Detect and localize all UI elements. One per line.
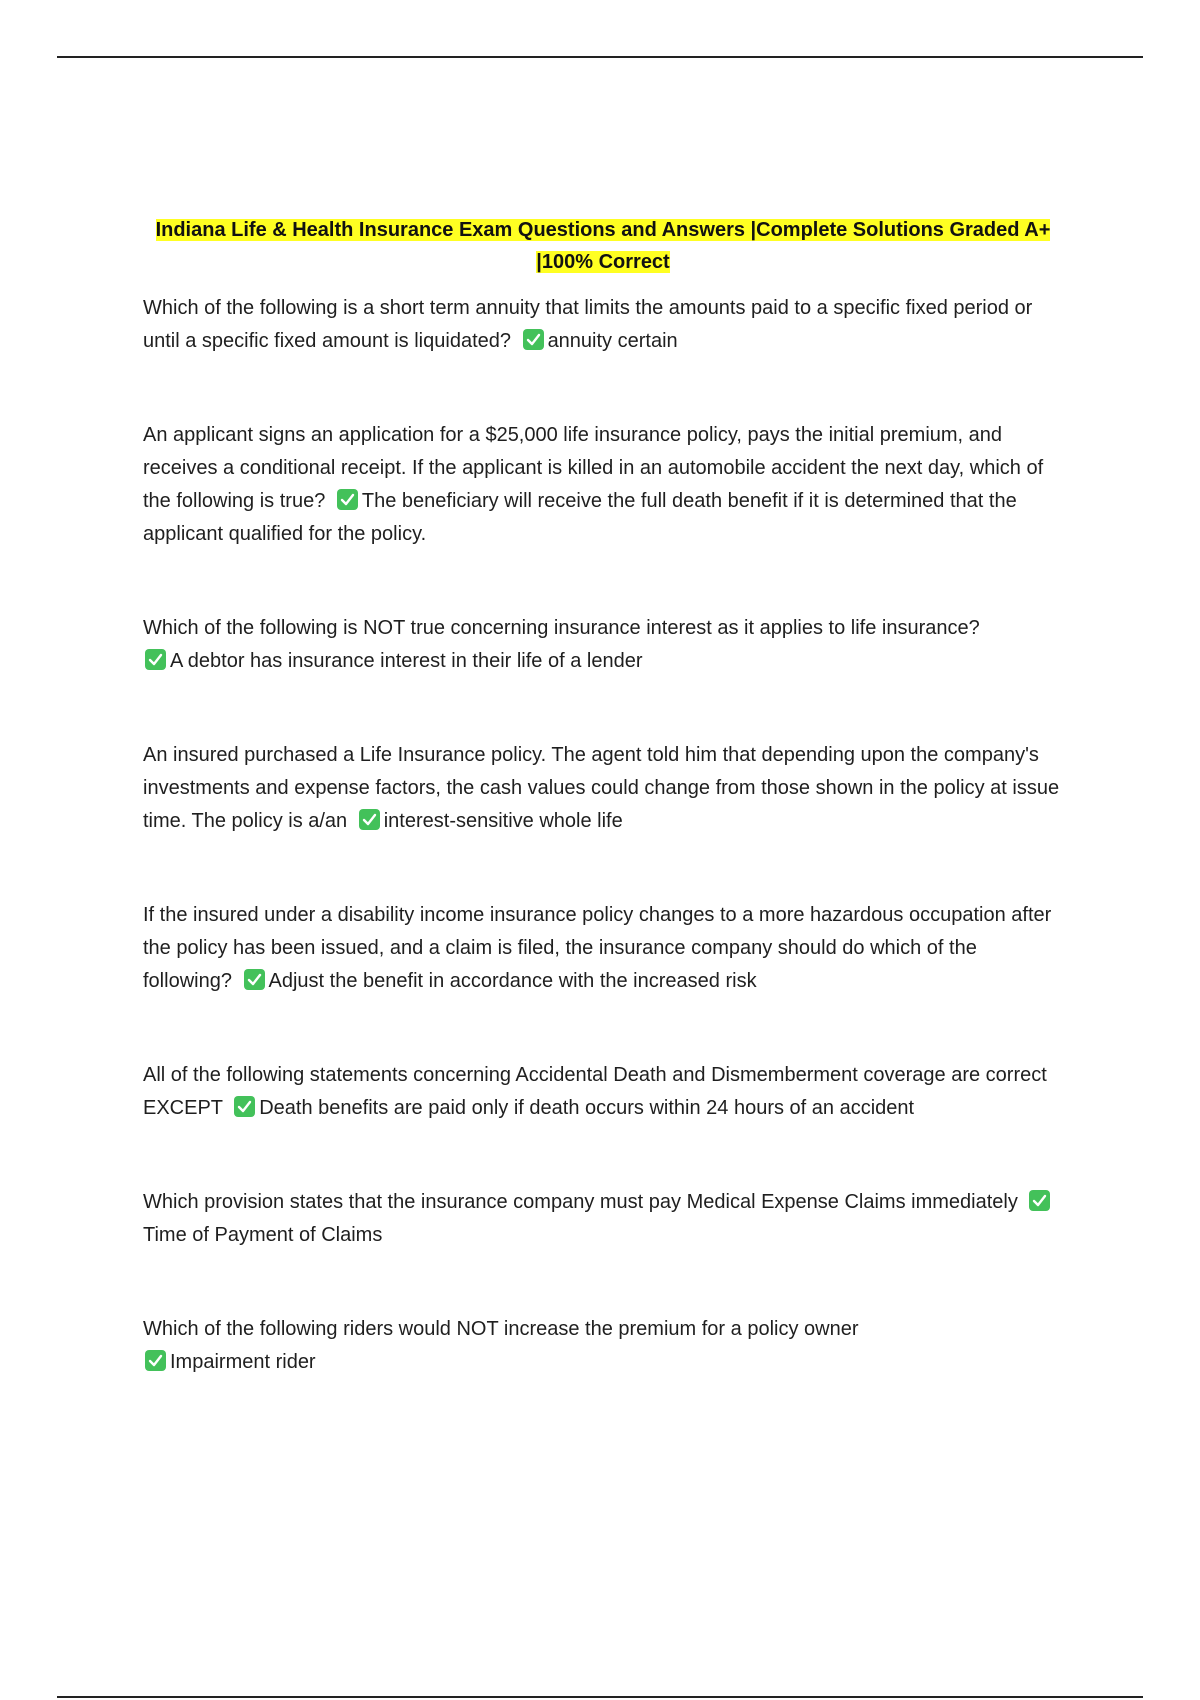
answer-text: Adjust the benefit in accordance with the increased risk bbox=[268, 970, 757, 992]
document-title bbox=[143, 214, 1063, 278]
check-mark-button-icon bbox=[145, 649, 166, 670]
qa-item bbox=[143, 899, 1063, 998]
top-rule bbox=[57, 56, 1143, 58]
answer-text: interest-sensitive whole life bbox=[383, 810, 623, 832]
answer-text: The beneficiary will receive the full death benefit if it is determined that the applicant qualified for the policy. bbox=[143, 490, 1017, 545]
document-body bbox=[143, 214, 1063, 1440]
qa-item bbox=[143, 739, 1063, 838]
qa-item bbox=[143, 1059, 1063, 1125]
question-text: Which of the following is a short term annuity that limits the amounts paid to a specific fixed period or until a specific fixed amount is liquidated? bbox=[143, 297, 1033, 352]
bottom-rule bbox=[57, 1696, 1143, 1698]
check-mark-button-icon bbox=[1029, 1190, 1050, 1211]
qa-item bbox=[143, 419, 1063, 551]
question-text: All of the following statements concerning Accidental Death and Dismemberment coverage are correct EXCEPT bbox=[143, 1064, 1047, 1119]
answer-text: Time of Payment of Claims bbox=[143, 1224, 383, 1246]
answer-text: annuity certain bbox=[547, 330, 678, 352]
answer-text: A debtor has insurance interest in their life of a lender bbox=[170, 650, 643, 672]
qa-item bbox=[143, 612, 1063, 678]
question-text: Which provision states that the insurance company must pay Medical Expense Claims immediately bbox=[143, 1191, 1018, 1213]
check-mark-button-icon bbox=[359, 809, 380, 830]
qa-item bbox=[143, 292, 1063, 358]
qa-item bbox=[143, 1186, 1063, 1252]
answer-text: Impairment rider bbox=[170, 1351, 316, 1373]
question-text: If the insured under a disability income insurance policy changes to a more hazardous occupation after the policy has been issued, and a claim is filed, the insurance company should do which of the following? bbox=[143, 904, 1052, 992]
question-text: An applicant signs an application for a $25,000 life insurance policy, pays the initial premium, and receives a conditional receipt. If the applicant is killed in an automobile accident the next day, which of the following is true? bbox=[143, 424, 1044, 512]
question-text: Which of the following is NOT true concerning insurance interest as it applies to life insurance? bbox=[143, 617, 980, 639]
check-mark-button-icon bbox=[244, 969, 265, 990]
check-mark-button-icon bbox=[234, 1096, 255, 1117]
title-highlight: Indiana Life & Health Insurance Exam Questions and Answers |Complete Solutions Graded A+ |100% Correct bbox=[155, 219, 1051, 273]
check-mark-button-icon bbox=[145, 1350, 166, 1371]
check-mark-button-icon bbox=[337, 489, 358, 510]
answer-text: Death benefits are paid only if death occurs within 24 hours of an accident bbox=[259, 1097, 915, 1119]
question-text: Which of the following riders would NOT increase the premium for a policy owner bbox=[143, 1318, 859, 1340]
question-text: An insured purchased a Life Insurance policy. The agent told him that depending upon the company's investments and expense factors, the cash values could change from those shown in the policy at issue time. The policy is a/an bbox=[143, 744, 1060, 832]
qa-list bbox=[143, 292, 1063, 1379]
qa-item bbox=[143, 1313, 1063, 1379]
check-mark-button-icon bbox=[523, 329, 544, 350]
